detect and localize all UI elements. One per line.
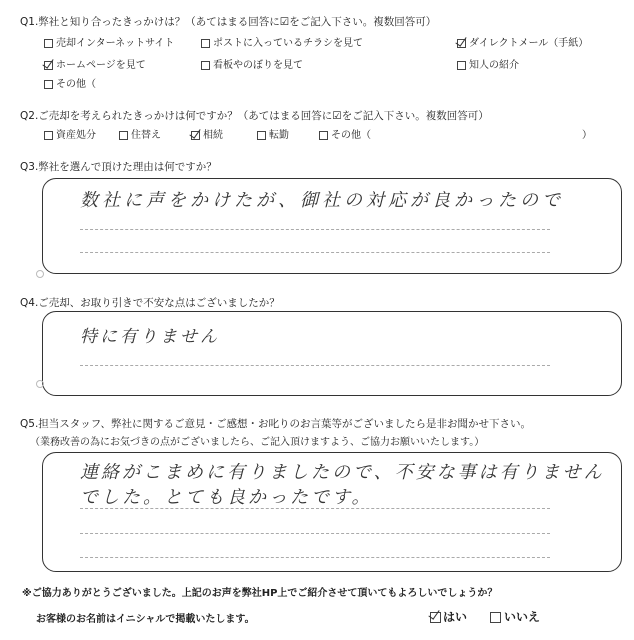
q2-option-label: 相続 <box>203 130 223 141</box>
q1-checkbox-flyer[interactable] <box>201 39 210 48</box>
q1-option-label: その他（ <box>56 79 96 90</box>
q3-line <box>80 252 550 253</box>
q1-checkbox-online-site[interactable] <box>44 39 53 48</box>
margin-dot <box>36 270 44 278</box>
q2-checkbox-inheritance[interactable] <box>191 131 200 140</box>
footer-no-checkbox[interactable] <box>490 612 501 623</box>
q5-subtitle: （業務改善の為にお気づきの点がございましたら、ご記入頂けますよう、ご協力お願いいたします。） <box>30 437 485 448</box>
q3-line <box>80 229 550 230</box>
q1-option-label: 売却インターネットサイト <box>56 38 175 49</box>
footer-initial-note: お客様のお名前はイニシャルで掲載いたします。 <box>36 614 255 625</box>
q4-handwritten-answer: 特に有りません <box>80 327 220 347</box>
q5-handwritten-answer-line1: 連絡がこまめに有りましたので、不安な事は有りません <box>80 462 605 483</box>
q5-handwritten-answer-line2: でした。とても良かったです。 <box>80 487 373 508</box>
footer-yes-checkbox[interactable] <box>430 612 441 623</box>
q1-checkbox-homepage[interactable] <box>44 61 53 70</box>
q4-line <box>80 365 550 366</box>
q4-title: Q4.ご売却、お取り引きで不安な点はございましたか？ <box>20 297 280 309</box>
q2-checkbox-other[interactable] <box>319 131 328 140</box>
q1-option-label: ホームページを見て <box>56 60 146 71</box>
q1-option-label: 知人の紹介 <box>469 60 519 71</box>
q2-close-paren: ） <box>582 130 592 141</box>
q2-checkbox-relocation[interactable] <box>119 131 128 140</box>
q5-title: Q5.担当スタッフ、弊社に関するご意見・ご感想・お叱りのお言葉等がございましたら是非お聞かせ下さい。 <box>20 418 531 430</box>
q1-checkbox-other[interactable] <box>44 80 53 89</box>
q2-option-label: 資産処分 <box>56 130 96 141</box>
q3-handwritten-answer: 数社に声をかけたが、御社の対応が良かったので <box>80 190 564 211</box>
q5-line <box>80 557 550 558</box>
q2-option-label: 転勤 <box>269 130 289 141</box>
q1-checkbox-referral[interactable] <box>457 61 466 70</box>
margin-dot <box>36 380 44 388</box>
q3-title: Q3.弊社を選んで頂けた理由は何ですか？ <box>20 161 217 173</box>
q1-option-label: ポストに入っているチラシを見て <box>213 38 363 49</box>
q2-option-label: その他（ <box>331 130 371 141</box>
q1-option-label: ダイレクトメール（手紙） <box>469 38 589 49</box>
q5-line <box>80 533 550 534</box>
q2-checkbox-asset-disposal[interactable] <box>44 131 53 140</box>
q2-title: Q2.ご売却を考えられたきっかけは何ですか？（あてはまる回答に☑をご記入下さい。複数回答可） <box>20 110 489 122</box>
q1-checkbox-direct-mail[interactable] <box>457 39 466 48</box>
q1-checkbox-signboard[interactable] <box>201 61 210 70</box>
footer-no-label: いいえ <box>504 610 541 624</box>
footer-notice: ※ご協力ありがとうございました。上記のお声を弊社HP上でご紹介させて頂いてもよろしいでしょうか？ <box>22 588 498 599</box>
q2-option-label: 住替え <box>131 130 161 141</box>
q1-option-label: 看板やのぼりを見て <box>213 60 303 71</box>
q2-checkbox-transfer[interactable] <box>257 131 266 140</box>
q1-title: Q1.弊社と知り合ったきっかけは？（あてはまる回答に☑をご記入下さい。複数回答可） <box>20 16 437 28</box>
footer-yes-label: はい <box>443 610 468 624</box>
